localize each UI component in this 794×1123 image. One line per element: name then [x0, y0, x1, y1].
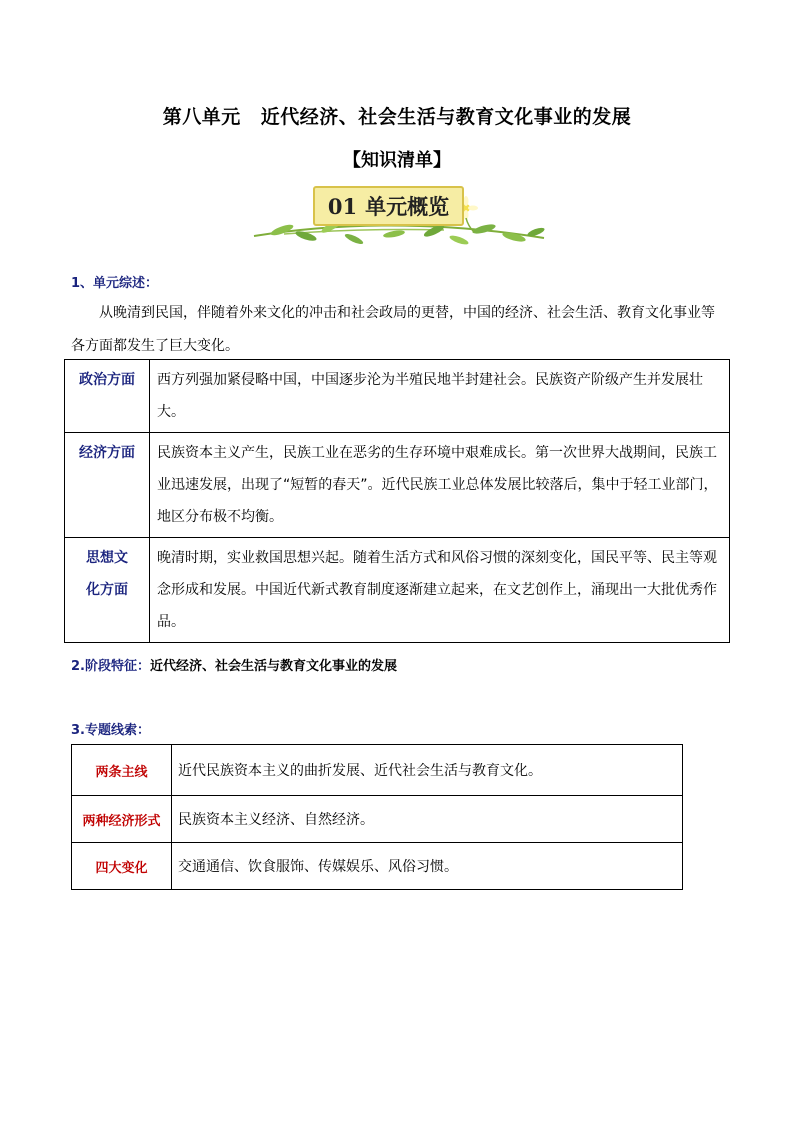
row-content: 晚清时期，实业救国思想兴起。随着生活方式和风俗习惯的深刻变化，国民平等、民主等观念形成和发展。中国近代新式教育制度逐渐建立起来，在文艺创作上，涌现出一大批优秀作品。 — [150, 538, 730, 643]
section3-label: 3.专题线索： — [71, 723, 150, 738]
row-heading: 经济方面 — [65, 433, 150, 538]
unit-title: 近代经济、社会生活与教育文化事业的发展 — [260, 106, 632, 128]
banner-label: 单元概览 — [365, 195, 450, 219]
row-heading-line: 化方面 — [86, 582, 128, 598]
page-subtitle: 【知识清单】 — [343, 150, 451, 171]
table-row — [65, 538, 730, 643]
row-heading-line: 思想文 — [86, 550, 128, 566]
overview-table — [64, 359, 730, 643]
section-banner — [244, 184, 550, 252]
row-heading — [65, 538, 150, 643]
section2-text: 近代经济、社会生活与教育文化事业的发展 — [149, 659, 397, 674]
row-content: 近代民族资本主义的曲折发展、近代社会生活与教育文化。 — [172, 745, 683, 796]
row-heading: 政治方面 — [65, 360, 150, 433]
row-content: 民族资本主义产生，民族工业在恶劣的生存环境中艰难成长。第一次世界大战期间，民族工业迅速发展，出现了“短暂的春天”。近代民族工业总体发展比较落后，集中于轻工业部门，地区分布极不均衡。 — [150, 433, 730, 538]
table-row — [65, 360, 730, 433]
row-heading: 两种经济形式 — [72, 796, 172, 843]
clue-table — [71, 744, 683, 890]
intro-paragraph: 从晚清到民国，伴随着外来文化的冲击和社会政局的更替，中国的经济、社会生活、教育文化事业等各方面都发生了巨大变化。 — [71, 305, 715, 354]
section2-label: 2.阶段特征： — [71, 659, 150, 674]
row-content: 民族资本主义经济、自然经济。 — [172, 796, 683, 843]
table-row — [72, 796, 683, 843]
page-title — [0, 102, 794, 129]
table-row — [72, 745, 683, 796]
banner-number: 01 — [327, 193, 358, 219]
table-row — [65, 433, 730, 538]
unit-label: 第八单元 — [162, 106, 241, 128]
row-content: 交通通信、饮食服饰、传媒娱乐、风俗习惯。 — [172, 843, 683, 890]
row-heading: 四大变化 — [72, 843, 172, 890]
section1-label: 1、单元综述： — [71, 276, 159, 291]
table-row — [72, 843, 683, 890]
banner-box — [313, 186, 464, 226]
section2-heading — [71, 655, 397, 674]
row-content: 西方列强加紧侵略中国，中国逐步沦为半殖民地半封建社会。民族资产阶级产生并发展壮大。 — [150, 360, 730, 433]
row-heading: 两条主线 — [72, 745, 172, 796]
